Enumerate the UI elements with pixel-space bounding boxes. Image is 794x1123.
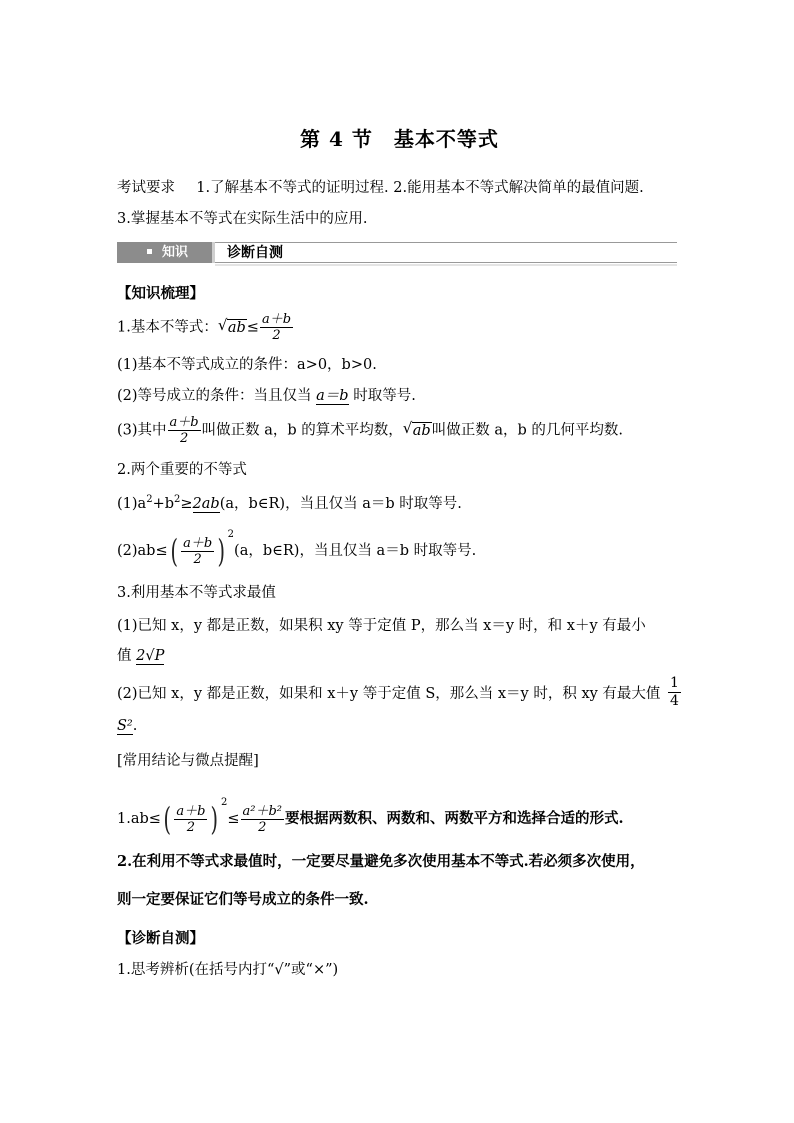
band-shadow (215, 264, 677, 266)
item1-prefix: 1.基本不等式： (117, 319, 218, 336)
tip-2-line-1: 2.在利用不等式求最值时，一定要尽量避免多次使用基本不等式.若必须多次使用， (117, 853, 645, 870)
basic-inequality-line: 1.基本不等式：√ ab≤ $\frac{a+b}{2}$ (117, 312, 294, 343)
tips-heading: [常用结论与微点提醒] (117, 753, 259, 769)
knowledge-heading: 【知识梳理】 (117, 285, 204, 302)
item-3-heading: 3.利用基本不等式求最值 (117, 585, 276, 601)
diagnosis-heading: 【诊断自测】 (117, 930, 204, 947)
page-title: 第 4 节 基本不等式 (300, 127, 499, 151)
ineq1-underline: 2ab (192, 495, 220, 512)
frac-ineq2: $\frac{a+b}{2}$ (183, 535, 213, 567)
sqrt-ab-geo: √ ab (403, 421, 432, 441)
condition-2: (2)等号成立的条件：当且仅当 a＝b 时取等号. (117, 388, 416, 404)
tip-2-line-2: 则一定要保证它们等号成立的条件一致. (117, 891, 369, 908)
frac-a-plus-b-over-2: $\frac{a+b}{2}$ (261, 312, 292, 343)
max-1-line-1: (1)已知 x，y 都是正数，如果积 xy 等于定值 P，那么当 x＝y 时，和 x＋y 有最小 (117, 618, 646, 634)
section-label: 诊断自测 (215, 242, 677, 263)
condition-1: (1)基本不等式成立的条件：a>0，b>0. (117, 357, 377, 373)
min-value-answer: 2√P (136, 648, 165, 664)
frac-one-quarter: 1 4 (670, 675, 679, 709)
max-2-line-2: S². (117, 718, 138, 734)
tip-1: 1.ab≤( $\frac{a+b}{2}$ ) $^2$≤ $\frac{\text{a²＋b²}}{2}$ 要根据两数积、两数和、两数平方和选择合适的形式. (117, 797, 624, 838)
inequality-2: (2)ab≤( $\frac{a+b}{2}$ ) $^2$(a，b∈R)，当且仅当 a＝b 时取等号. (117, 529, 477, 570)
condition-3: (3)其中 $\frac{a+b}{2}$ 叫做正数 a，b 的算术平均数，√ ab叫做正数 a，b 的几何平均数. (117, 415, 623, 446)
frac-tip1-a: $\frac{a+b}{2}$ (176, 803, 206, 835)
requirements-line-1 (117, 178, 644, 198)
section-band (117, 240, 677, 265)
item-2-heading: 2.两个重要的不等式 (117, 462, 247, 478)
requirements-text-1: 1.了解基本不等式的证明过程. 2.能用基本不等式解决简单的最值问题. (196, 180, 644, 196)
requirements-line-2: 3.掌握基本不等式在实际生活中的应用. (117, 211, 368, 227)
cond2-underline: a＝b (316, 388, 349, 404)
max-1-line-2: 值 2√P (117, 648, 165, 664)
inequality-1: $(1)a^2+b^2\ge 2ab(a$，b∈R)，当且仅当 a＝b 时取等号. (117, 494, 462, 512)
max-value-answer: S² (117, 718, 133, 734)
sqrt-ab: √ ab (218, 318, 247, 338)
frac-tip1-b: $\frac{\text{a²＋b²}}{2}$ (242, 803, 282, 835)
frac-arith-mean: $\frac{a+b}{2}$ (169, 415, 199, 446)
square-bullet-icon (147, 249, 152, 254)
max-2-line-1: (2)已知 x，y 都是正数，如果和 x＋y 等于定值 S，那么当 x＝y 时，积 xy 有最大值 (117, 686, 661, 702)
section-tag: 知识 (117, 242, 212, 263)
diagnosis-item-1: 1.思考辨析(在括号内打“√”或“×”) (117, 962, 339, 978)
requirements-label: 考试要求 (117, 180, 175, 196)
